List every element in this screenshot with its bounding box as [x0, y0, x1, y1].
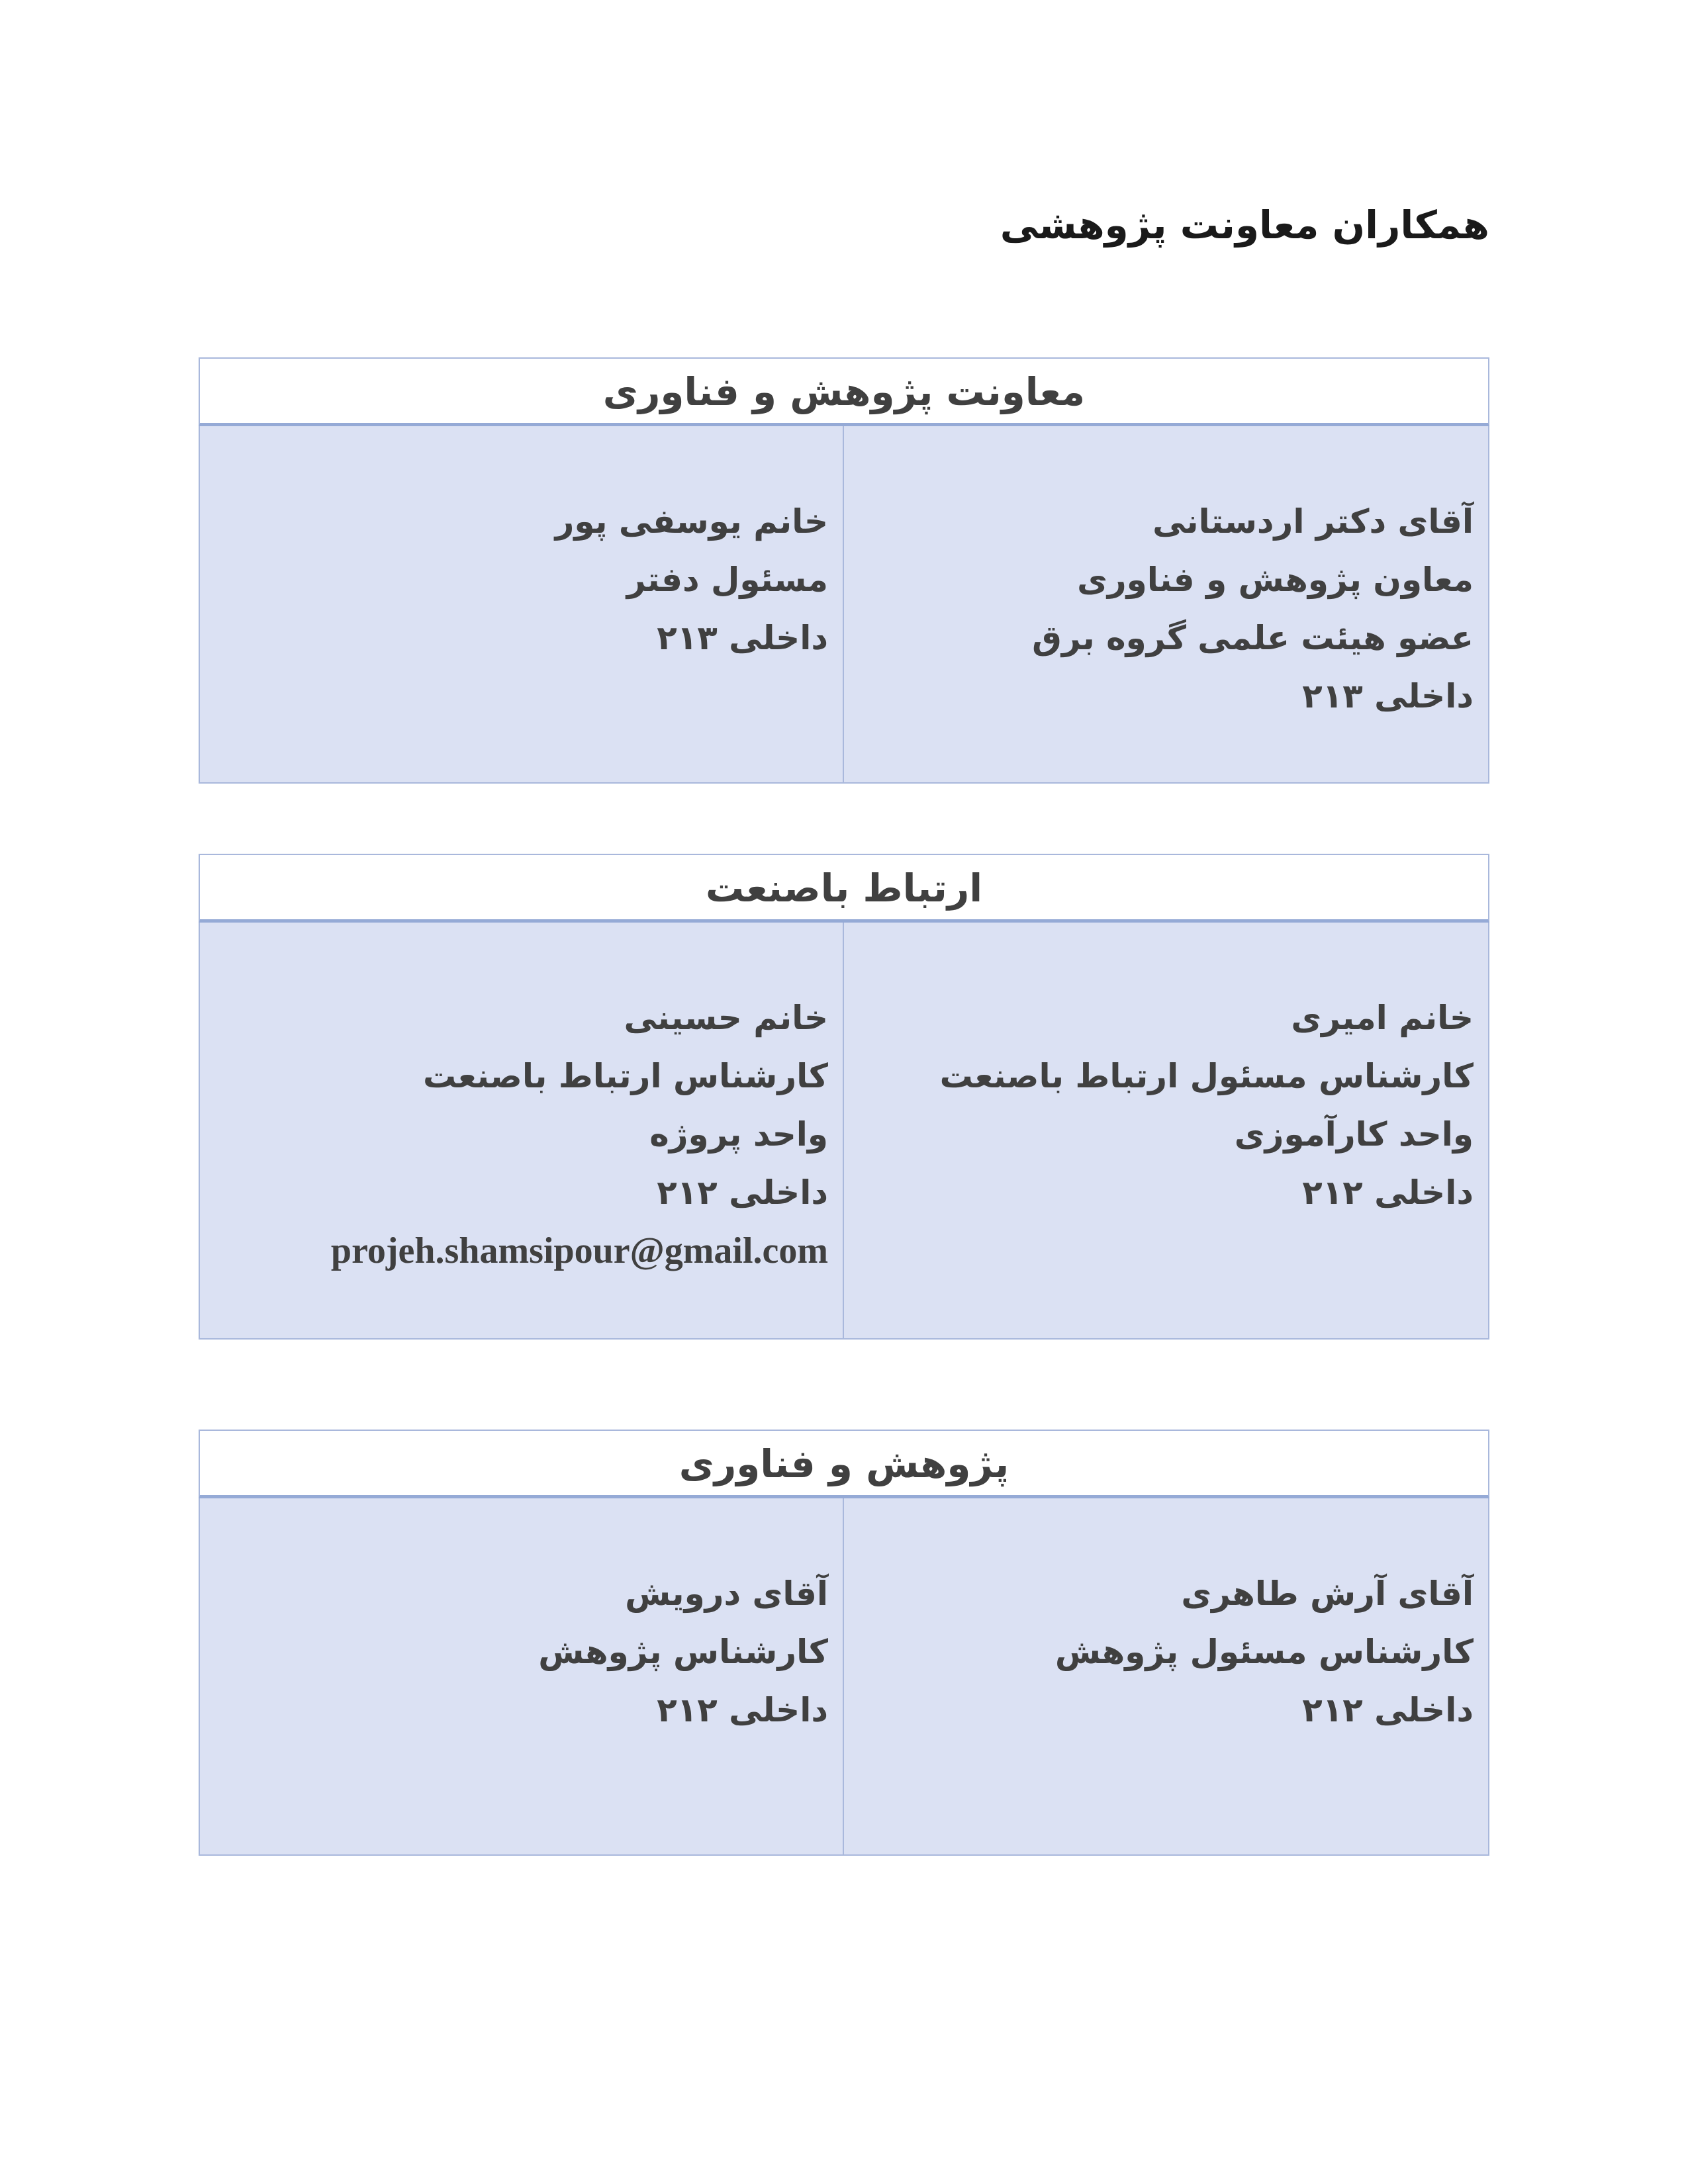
contact-card-amiri	[844, 923, 1488, 1338]
contact-extension: داخلی ۲۱۲	[657, 1173, 828, 1212]
contact-name: آقای دکتر اردستانی	[1152, 502, 1474, 541]
contact-role: کارشناس پژوهش	[538, 1633, 828, 1671]
page-title: همکاران معاونت پژوهشی	[1000, 203, 1489, 248]
section-title: معاونت پژوهش و فناوری	[199, 357, 1489, 426]
contact-extension: داخلی ۲۱۲	[1302, 1691, 1474, 1729]
contact-role: کارشناس ارتباط باصنعت	[422, 1057, 828, 1095]
contact-extension: داخلی ۲۱۲	[657, 1691, 828, 1729]
contact-role: مسئول دفتر	[626, 561, 828, 599]
contact-role: معاون پژوهش و فناوری	[1077, 561, 1474, 599]
contact-role: کارشناس مسئول پژوهش	[1055, 1633, 1474, 1671]
section-title: ارتباط باصنعت	[199, 854, 1489, 923]
section-research-deputy	[199, 357, 1489, 784]
contact-card-taheri	[844, 1498, 1488, 1854]
contact-role: کارشناس مسئول ارتباط باصنعت	[939, 1057, 1474, 1095]
contact-name: آقای درویش	[625, 1574, 828, 1613]
contact-name: خانم حسینی	[624, 999, 828, 1037]
contact-email-link[interactable]: projeh.shamsipour@gmail.com	[330, 1230, 828, 1271]
contact-name: آقای آرش طاهری	[1181, 1574, 1474, 1613]
contact-name: خانم امیری	[1291, 999, 1474, 1037]
contact-name: خانم یوسفی پور	[555, 502, 828, 541]
contact-card-ardestani	[844, 426, 1488, 782]
contact-card-darvish	[200, 1498, 844, 1854]
contact-unit: واحد کارآموزی	[1234, 1115, 1474, 1154]
section-industry-relations	[199, 854, 1489, 1340]
contact-card-hosseini	[200, 923, 844, 1338]
section-research-technology	[199, 1430, 1489, 1856]
section-body	[199, 923, 1489, 1340]
contact-department: عضو هیئت علمی گروه برق	[1032, 619, 1474, 657]
contact-card-yousefipour	[200, 426, 844, 782]
section-title: پژوهش و فناوری	[199, 1430, 1489, 1498]
contact-extension: داخلی ۲۱۳	[657, 619, 828, 657]
contact-extension: داخلی ۲۱۲	[1302, 1173, 1474, 1212]
section-body	[199, 426, 1489, 784]
contact-extension: داخلی ۲۱۳	[1302, 677, 1474, 715]
contact-unit: واحد پروژه	[649, 1115, 828, 1154]
section-body	[199, 1498, 1489, 1856]
